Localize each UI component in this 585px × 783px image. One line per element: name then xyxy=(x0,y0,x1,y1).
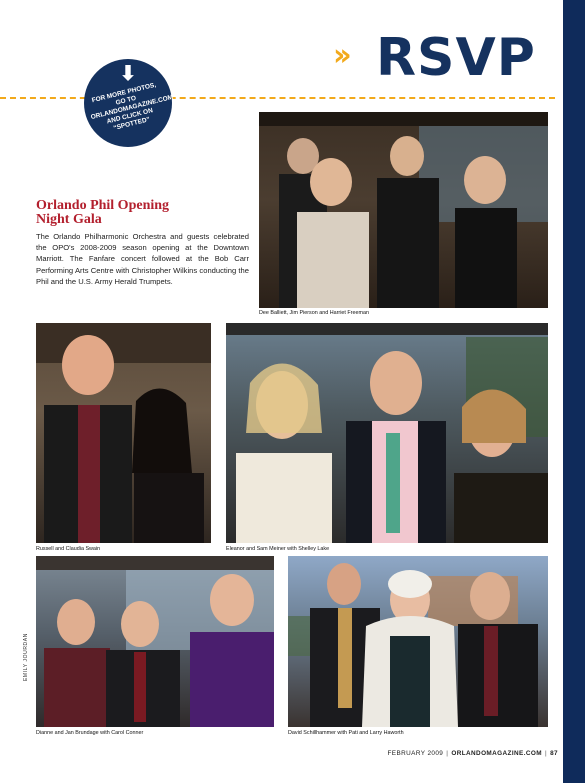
side-color-bar xyxy=(563,0,585,783)
photo-david-pati-larry xyxy=(288,556,548,727)
photo-4-caption: Dianne and Jan Brundage with Carol Conner xyxy=(36,730,144,736)
footer-date: FEBRUARY 2009 xyxy=(387,750,444,757)
more-photos-badge[interactable] xyxy=(84,59,172,147)
photo-1-caption: Dee Balliett, Jim Pierson and Harriet Freeman xyxy=(259,310,369,316)
footer-separator-2: | xyxy=(545,750,548,757)
photo-4-illustration xyxy=(36,556,274,727)
double-chevron-icon: ›› xyxy=(333,38,346,73)
photo-1-illustration xyxy=(259,112,548,308)
footer-site[interactable]: ORLANDOMAGAZINE.COM xyxy=(451,750,543,757)
footer-page-number: 87 xyxy=(550,750,558,757)
down-arrow-icon: ⬇ xyxy=(119,63,137,85)
footer-separator: | xyxy=(446,750,449,757)
photo-eleanor-sam-shelley xyxy=(226,323,548,543)
article-headline xyxy=(36,199,236,227)
article-body: The Orlando Philharmonic Orchestra and guests celebrated the OPO's 2008-2009 season opening at the Downtown Marriott. The Fanfare concert followed at the Bob Carr Performing Arts Centre with Christopher Wilkins conducting the Phil and the U.S. Army Herald Trumpets. xyxy=(36,232,249,286)
badge-text: FOR MORE PHOTOS, GO TO ORLANDOMAGAZINE.COM AND CLICK ON “SPOTTED” xyxy=(90,81,174,132)
section-title: RSVP xyxy=(376,28,536,88)
photo-2-caption: Russell and Claudia Swain xyxy=(36,546,101,552)
headline-line-1: Orlando Phil Opening xyxy=(36,198,170,213)
photo-dianne-jan-carol xyxy=(36,556,274,727)
photo-3-caption: Eleanor and Sam Meiner with Shelley Lake xyxy=(226,546,330,552)
photo-5-caption: David Schillhammer with Pati and Larry Haworth xyxy=(288,730,404,736)
photo-5-illustration xyxy=(288,556,548,727)
headline-line-2: Night Gala xyxy=(36,212,102,227)
photo-3-illustration xyxy=(226,323,548,543)
page-footer xyxy=(388,750,559,757)
photo-russell-claudia xyxy=(36,323,211,543)
photo-dee-jim-harriet xyxy=(259,112,548,308)
photo-credit: EMILY JOURDAN xyxy=(23,633,29,681)
photo-2-illustration xyxy=(36,323,211,543)
